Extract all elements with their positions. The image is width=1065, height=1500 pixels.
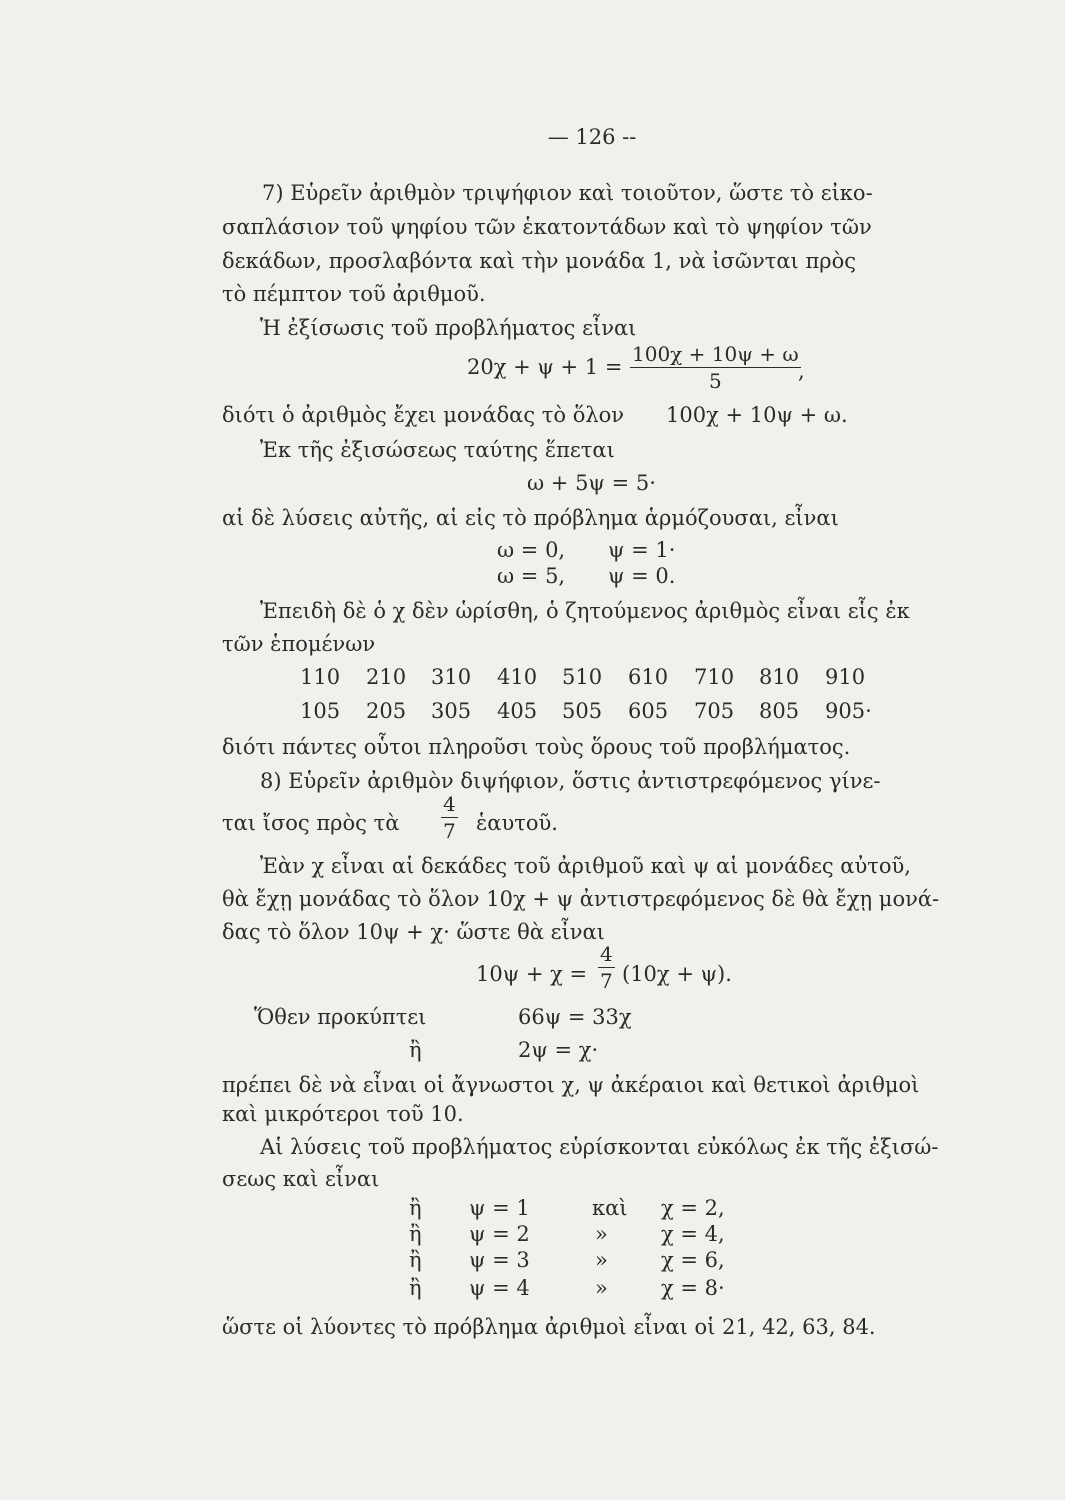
problem7-eq-left: 20χ + ψ + 1 = xyxy=(467,355,623,379)
solution2-psi: ψ = 0. xyxy=(608,564,676,588)
page-number: — 126 -- xyxy=(547,125,637,149)
number-cell: 805 xyxy=(759,699,800,723)
problem8-final: ὥστε οἱ λύοντες τὸ πρόβλημα ἀριθμοὶ εἶναι οἱ 21, 42, 63, 84. xyxy=(222,1315,876,1339)
problem7-eq-comma: , xyxy=(798,359,805,383)
problem8-ean-line2: θὰ ἔχῃ μονάδας τὸ ὅλον 10χ + ψ ἀντιστρεφόμενος δὲ θὰ ἔχῃ μονά- xyxy=(222,887,940,911)
problem7-dioti-text: διότι ὁ ἀριθμὸς ἔχει μονάδας τὸ ὅλον xyxy=(222,403,625,427)
fraction-numerator: 4 xyxy=(443,792,456,816)
problem8-othen: Ὅθεν προκύπτει xyxy=(254,1005,427,1029)
or-word: ἢ xyxy=(409,1276,422,1300)
number-cell: 110 xyxy=(300,665,341,689)
chi-value: χ = 8· xyxy=(661,1276,725,1300)
number-cell: 410 xyxy=(497,665,538,689)
problem8-prepei-line1: πρέπει δὲ νὰ εἶναι οἱ ἄγνωστοι χ, ψ ἀκέραιοι καὶ θετικοὶ ἀριθμοὶ xyxy=(222,1073,920,1097)
separator: καὶ xyxy=(592,1196,628,1220)
number-cell: 310 xyxy=(431,665,472,689)
problem7-epeidi-line1: Ἐπειδὴ δὲ ὁ χ δὲν ὡρίσθη, ὁ ζητούμενος ἀριθμὸς εἶναι εἷς ἐκ xyxy=(260,599,910,623)
number-cell: 605 xyxy=(628,699,669,723)
problem8-othen-equation: 66ψ = 33χ xyxy=(518,1005,632,1029)
problem8-ai-line2: σεως καὶ εἶναι xyxy=(222,1167,380,1191)
fraction-numerator: 4 xyxy=(600,942,613,966)
or-word: ἢ xyxy=(409,1222,422,1246)
separator: » xyxy=(595,1248,608,1272)
problem8-eq-fraction xyxy=(598,944,615,991)
separator: » xyxy=(595,1276,608,1300)
number-cell: 205 xyxy=(366,699,407,723)
problem7-eq-intro: Ἡ ἐξίσωσις τοῦ προβλήματος εἶναι xyxy=(260,316,637,340)
fraction-numerator: 100χ + 10ψ + ω xyxy=(632,342,799,366)
problem8-ean-line1: Ἐὰν χ εἶναι αἱ δεκάδες τοῦ ἀριθμοῦ καὶ ψ αἱ μονάδες αὐτοῦ, xyxy=(260,854,911,878)
number-cell: 905· xyxy=(825,699,872,723)
solution1-omega: ω = 0, xyxy=(497,538,566,562)
problem8-line1: 8) Εὑρεῖν ἀριθμὸν διψήφιον, ὅστις ἀντιστρεφόμενος γίνε- xyxy=(260,769,881,793)
fraction-denominator: 7 xyxy=(443,819,456,843)
problem8-ai-line1: Αἱ λύσεις τοῦ προβλήματος εὑρίσκονται εὐκόλως ἐκ τῆς ἐξισώ- xyxy=(260,1135,939,1159)
or-word: ἢ xyxy=(409,1248,422,1272)
psi-value: ψ = 1 xyxy=(469,1196,530,1220)
number-cell: 910 xyxy=(825,665,866,689)
number-cell: 710 xyxy=(694,665,735,689)
problem8-or-word: ἢ xyxy=(409,1038,422,1062)
number-cell: 510 xyxy=(562,665,603,689)
chi-value: χ = 4, xyxy=(661,1222,725,1246)
number-cell: 810 xyxy=(759,665,800,689)
problem7-line3: δεκάδων, προσλαβόντα καὶ τὴν μονάδα 1, νὰ ἰσῶνται πρὸς xyxy=(222,249,856,273)
psi-value: ψ = 2 xyxy=(469,1222,530,1246)
problem7-line1: 7) Εὑρεῖν ἀριθμὸν τριψήφιον καὶ τοιοῦτον, ὥστε τὸ εἰκο- xyxy=(262,181,873,205)
problem8-ean-line3: δας τὸ ὅλον 10ψ + χ· ὥστε θὰ εἶναι xyxy=(222,920,605,944)
problem7-ek-text: Ἐκ τῆς ἐξισώσεως ταύτης ἕπεται xyxy=(260,438,615,462)
number-cell: 610 xyxy=(628,665,669,689)
problem7-epeidi-line2: τῶν ἑπομένων xyxy=(222,632,376,656)
psi-value: ψ = 3 xyxy=(469,1248,530,1272)
psi-value: ψ = 4 xyxy=(469,1276,530,1300)
problem8-eq-right: (10χ + ψ). xyxy=(622,962,732,986)
fraction-denominator: 7 xyxy=(600,969,613,993)
number-cell: 305 xyxy=(431,699,472,723)
problem7-lyseis-text: αἱ δὲ λύσεις αὐτῆς, αἱ εἰς τὸ πρόβλημα ἁρμόζουσαι, εἶναι xyxy=(222,506,839,530)
number-cell: 210 xyxy=(366,665,407,689)
problem8-or-equation: 2ψ = χ· xyxy=(518,1038,599,1062)
problem7-line2: σαπλάσιον τοῦ ψηφίου τῶν ἑκατοντάδων καὶ τὸ ψηφίον τῶν xyxy=(222,215,872,239)
number-cell: 505 xyxy=(562,699,603,723)
problem8-eq-left: 10ψ + χ = xyxy=(476,962,588,986)
number-cell: 405 xyxy=(497,699,538,723)
chi-value: χ = 6, xyxy=(661,1248,725,1272)
chi-value: χ = 2, xyxy=(661,1196,725,1220)
problem8-line2-post: ἑαυτοῦ. xyxy=(476,811,558,835)
problem7-ek-equation: ω + 5ψ = 5· xyxy=(527,471,656,495)
problem7-eq-fraction xyxy=(630,344,801,391)
number-cell: 105 xyxy=(300,699,341,723)
fraction-denominator: 5 xyxy=(708,369,722,393)
problem8-prepei-line2: καὶ μικρότεροι τοῦ 10. xyxy=(222,1102,464,1126)
separator: » xyxy=(595,1222,608,1246)
problem8-fraction-4-7 xyxy=(441,794,458,841)
problem7-line4: τὸ πέμπτον τοῦ ἀριθμοῦ. xyxy=(222,282,486,306)
solution2-omega: ω = 5, xyxy=(497,564,566,588)
or-word: ἢ xyxy=(409,1196,422,1220)
number-cell: 705 xyxy=(694,699,735,723)
problem7-dioti-expr: 100χ + 10ψ + ω. xyxy=(666,403,848,427)
problem7-conclusion: διότι πάντες οὗτοι πληροῦσι τοὺς ὅρους τοῦ προβλήματος. xyxy=(222,735,851,759)
problem8-line2-pre: ται ἴσος πρὸς τὰ xyxy=(222,811,400,835)
solution1-psi: ψ = 1· xyxy=(608,538,676,562)
